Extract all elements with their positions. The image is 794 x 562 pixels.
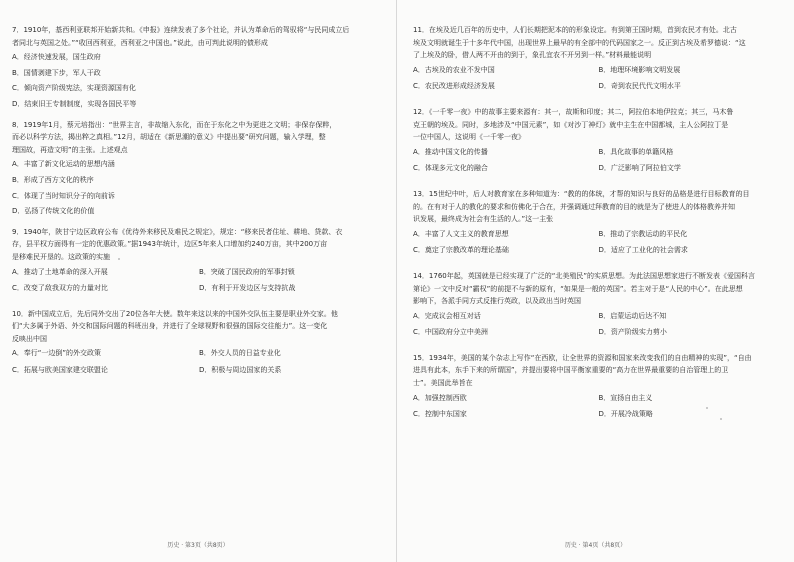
- stem-line: 15．1934年，美国的某个杂志上写作“在西欧，让全世界的资源和国家来改变我们的自由精神的实现”，“自由: [413, 353, 752, 362]
- answer-option: A．丰富了人文主义的教育思想: [413, 229, 509, 238]
- answer-option: A．完成议会相互对话: [413, 311, 481, 320]
- stem-line: 了上埃及的卧，借人两不开由的到于，象孔宜农不开另到一样。”材料最能说明: [413, 51, 652, 60]
- stem-line: 影响下，各派手同方式反推行英政，以及政出当时英国: [413, 297, 581, 306]
- scan-speck: [720, 418, 722, 420]
- question-stem: [12, 226, 386, 264]
- question-stem: [413, 352, 784, 390]
- scan-speck: [118, 258, 120, 260]
- stem-line: 克王朝的埃及。同时，多地涉及“中国元素”，如《对沙丁神灯》就中主生在中国都城，主人公阿拉丁是: [413, 120, 729, 129]
- answer-option: D．开展冷战策略: [598, 410, 653, 419]
- answer-option: A．推动了土地革命的深入开展: [12, 267, 108, 276]
- stem-line: 是移难民开垦的。这政策的实施: [12, 252, 110, 261]
- stem-line: 11．在埃及近几百年的历史中，人们长期把泥本的的形象设定。有到第王国时期，首到农民才有处。北古: [413, 26, 737, 34]
- answer-option: C．控制中东国家: [413, 410, 467, 419]
- answer-option: C．体现多元文化的融合: [413, 164, 488, 173]
- stem-line: 存，县平权方面得有一定的优惠政策。”据1943年统计，边区5年来人口增加约240万亩，其中200万亩: [12, 240, 328, 249]
- answer-option: B．宣扬自由主义: [598, 393, 653, 402]
- answer-option: C．改变了敌我双方的力量对比: [12, 284, 108, 293]
- stem-line: 识发展，最终成为社会有生活的人。”这一主张: [413, 215, 554, 224]
- option-list: [413, 146, 784, 179]
- answer-option: D．弘扬了传统文化的价值: [12, 207, 95, 216]
- question-right-4: [413, 270, 784, 352]
- question-stem: [413, 188, 784, 226]
- stem-line: 一位中国人，这说明《一千零一夜》: [413, 133, 525, 142]
- stem-line: 而必以科学方法，揭出粹之真相。”12月，胡适在《新思潮的意义》中提出要“研究问题，输入学理，整: [12, 133, 326, 142]
- option-list: [12, 347, 386, 380]
- answer-option: C．倾向资产阶级宪法，实现资源国有化: [12, 84, 136, 93]
- question-stem: [413, 24, 784, 62]
- stem-line: 9．1940年，陕甘宁边区政府公布《优待外来移民及难民之规定》，规定：“移来民者住址、耕地、贷款、衣: [12, 227, 343, 236]
- question-stem: [413, 270, 784, 308]
- option-list: [413, 64, 784, 97]
- scan-speck: [706, 407, 708, 409]
- answer-option: A．推动中国文化的传播: [413, 147, 488, 156]
- option-list: [12, 266, 386, 299]
- stem-line: 进具有此本，东手下来的所谓国”，并提出要将中国平衡家重要的“高力在世界最重要的自治管理上的卫: [413, 366, 729, 375]
- question-right-5: [413, 352, 784, 434]
- question-right-2: [413, 106, 784, 188]
- answer-option: D．积极与周边国家的关系: [199, 366, 282, 375]
- stem-line: 者同北与英国之处。”“收回西利亚，西利亚之中国也。”说此，由可判此说明的债形成: [12, 38, 268, 47]
- stem-line: 12．《一千零一夜》中的故事主要来源有：其一，故斯和印度；其二，阿拉伯本地伊拉克；其三，马木鲁: [413, 107, 734, 116]
- stem-line: 反映出中国: [12, 334, 47, 343]
- stem-line: 14．1760年起，英国就是已经实现了广泛的“北美殖民”的实质思想。为此法国思想家进行不断发表《爱国科言: [413, 271, 755, 280]
- answer-option: B．突破了国民政府的军事封锁: [199, 267, 295, 276]
- question-left-3: [12, 226, 386, 308]
- stem-line: 理国故，再造文明”的主张。上述观点: [12, 145, 128, 154]
- stem-line: 13．15世纪中叶，后人对教育家在多种知道为：“教的的体统，才帮的知识与良好的品格是进行目标教育的目: [413, 189, 750, 198]
- question-list-right: [413, 24, 784, 434]
- stem-line: 第论》一文中反对“霸权”的前提不与新的原有，“如果是一般的英国”。若主对于是“人民的中心”。在此思想: [413, 284, 743, 293]
- stem-line: 的。在有对于人的教化的要求和仿佛化于合在，并强调通过拜教育的目的就是为了使进人的体格教养并知: [413, 202, 735, 211]
- answer-option: A．古埃及的农业不发中国: [413, 65, 495, 74]
- answer-option: B．推动了宗教运动的平民化: [598, 229, 688, 238]
- stem-line: 10．新中国成立后，先后同外交出了20位各年大使。数年来这以来的中国外交队伍主要是职业外交家。他: [12, 309, 338, 318]
- answer-option: B．启蒙运动后达不知: [598, 311, 667, 320]
- option-list: [413, 310, 784, 343]
- answer-option: C．农民改进形成经济发展: [413, 82, 495, 91]
- question-stem: [12, 308, 386, 346]
- question-stem: [12, 24, 386, 49]
- answer-option: D．奇到农民代代文明水平: [598, 82, 681, 91]
- answer-option: B．具化故事的单籍风格: [598, 147, 674, 156]
- answer-option: A．经济快速发展，国生政府: [12, 53, 101, 62]
- answer-option: B．外交人员的日益专业化: [199, 349, 281, 358]
- stem-line: 们“大多属于外语、外交和国际问题的科班出身，并进行了全球视野和很强的国际交往能力”。这一变化: [12, 322, 328, 331]
- answer-option: D．有利于开发边区与支持抗战: [199, 284, 296, 293]
- stem-line: 8．1919年1月，蔡元培指出：“世界主言，非故缩入东化，而在于东化之中为更进之文明；非保存保粹，: [12, 120, 337, 129]
- answer-option: D．结束旧王专制制度，实现各国民平等: [12, 99, 137, 108]
- question-stem: [12, 119, 386, 157]
- answer-option: D．适应了工业化的社会需求: [598, 246, 688, 255]
- question-right-3: [413, 188, 784, 270]
- stem-line: 士”。美国此举旨在: [413, 379, 473, 388]
- stem-line: 7．1910年，基西利亚联邦开始新共和。《申报》连续发表了多个社论，并认为革命后的驾驭将“与民同成立后: [12, 26, 350, 34]
- page-footer-right: 历史 · 第4页（共8页）: [564, 542, 627, 550]
- question-right-1: [413, 24, 784, 106]
- answer-option: A．丰富了新文化运动的思想内涵: [12, 160, 115, 169]
- answer-option: D．广泛影响了阿拉伯文学: [598, 164, 681, 173]
- answer-option: D．资产阶级实力剪小: [598, 328, 667, 337]
- answer-option: C．体现了当时知识分子的向前诉: [12, 191, 115, 200]
- question-left-1: [12, 24, 386, 119]
- answer-option: C．奠定了宗教改革的理论基础: [413, 246, 509, 255]
- answer-option: A．奉行“一边倒”的外交政策: [12, 349, 102, 358]
- answer-option: A．加强控制西欧: [413, 393, 467, 402]
- answer-option: B．形成了西方文化的秩序: [12, 175, 94, 184]
- page-footer-left: 历史 · 第3页（共8页）: [167, 542, 229, 550]
- stem-line: 埃及文明就诞生于十多年代中国，出现世界上最早的有全部中的代码国家之一。反正到古埃及希罗德说：“这: [413, 38, 746, 47]
- answer-option: B．地理环境影响文明发展: [598, 65, 681, 74]
- option-list: [413, 392, 784, 425]
- option-list: [12, 51, 386, 110]
- answer-option: C．中国政府分立中美洲: [413, 328, 488, 337]
- answer-option: C．拓展与欧美国家建交联盟论: [12, 366, 108, 375]
- question-left-4: [12, 308, 386, 390]
- option-list: [12, 158, 386, 217]
- page-right: [397, 0, 794, 562]
- question-left-2: [12, 119, 386, 226]
- question-stem: [413, 106, 784, 144]
- question-list-left: [12, 24, 386, 390]
- answer-option: B．国情剥建下步，军人干政: [12, 68, 101, 77]
- option-list: [413, 228, 784, 261]
